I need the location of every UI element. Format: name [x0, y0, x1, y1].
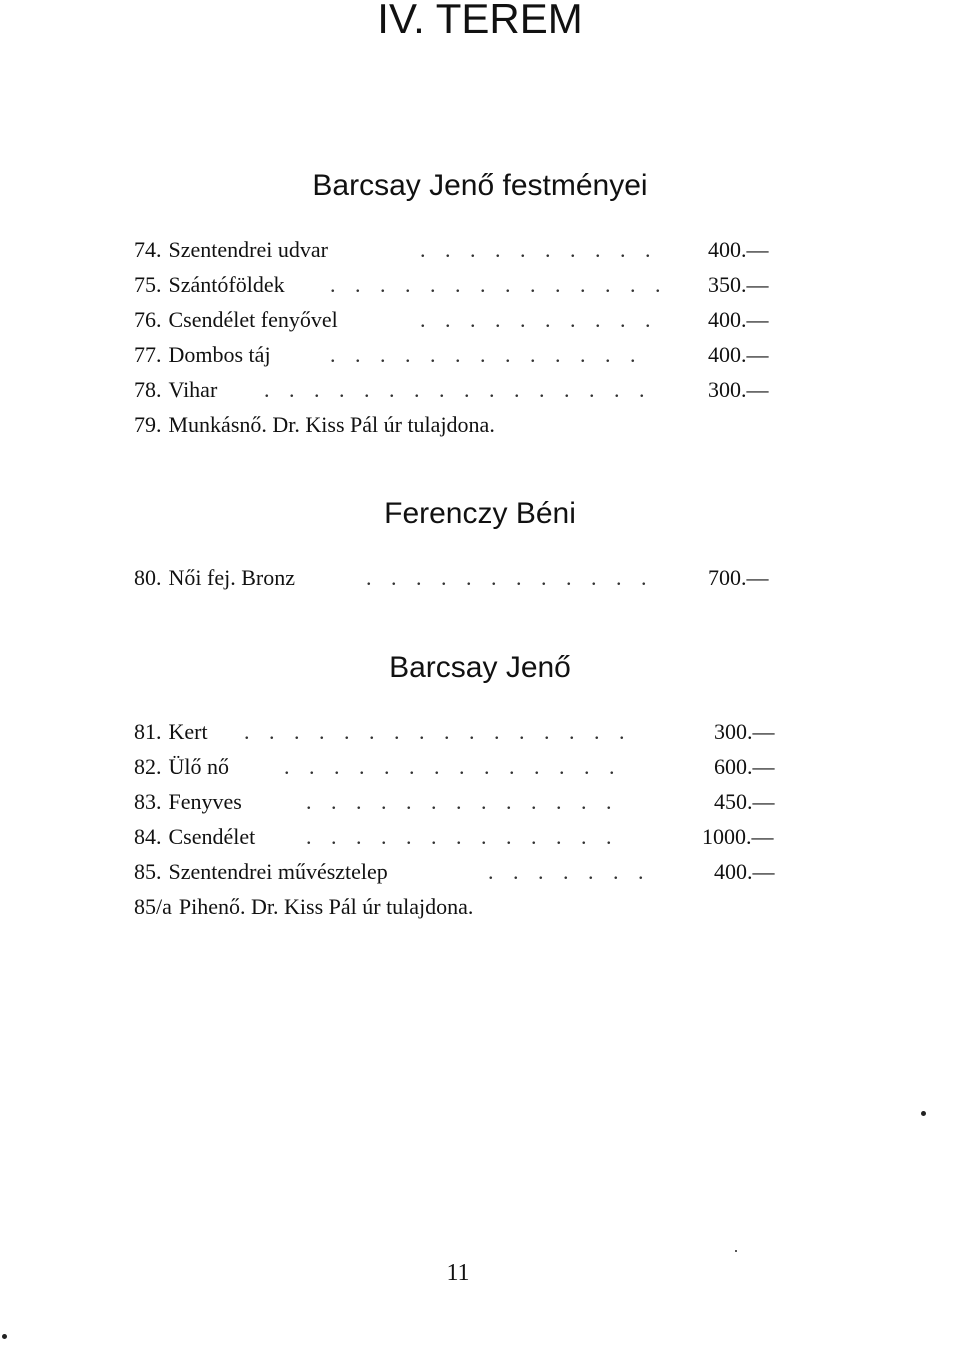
entry-price: 400.—	[714, 859, 775, 884]
entry-title: Dombos táj	[168, 342, 271, 367]
room-title: IV. TEREM	[377, 0, 583, 42]
catalog-entry	[134, 820, 774, 854]
entry-title: Vihar	[168, 377, 218, 402]
scan-speck	[921, 1111, 926, 1116]
catalog-entry	[134, 890, 473, 924]
catalog-entry	[134, 303, 769, 337]
leader-dots: . . . . . . .	[488, 859, 651, 884]
entry-title: Szentendrei udvar	[168, 237, 328, 262]
entry-price: 300.—	[714, 719, 775, 744]
entry-number: 84.	[134, 824, 162, 849]
leader-dots: . . . . . . . . . . . . .	[306, 789, 619, 814]
entry-title: Csendélet	[168, 824, 256, 849]
entry-title: Csendélet fenyővel	[168, 307, 338, 332]
entry-number: 82.	[134, 754, 162, 779]
scan-speck	[735, 1250, 737, 1252]
entry-number: 74.	[134, 237, 162, 262]
entry-number: 85/a	[134, 894, 172, 919]
entry-title: Pihenő. Dr. Kiss Pál úr tulajdona.	[178, 894, 474, 919]
entry-title: Kert	[168, 719, 208, 744]
entry-number: 81.	[134, 719, 162, 744]
scan-speck	[2, 1334, 7, 1339]
entry-title: Női fej. Bronz	[168, 565, 295, 590]
leader-dots: . . . . . . . . . .	[420, 307, 658, 332]
entry-number: 85.	[134, 859, 162, 884]
catalog-entry	[134, 373, 769, 407]
entry-title: Fenyves	[168, 789, 242, 814]
leader-dots: . . . . . . . . . . . .	[366, 565, 654, 590]
catalog-entry	[134, 338, 769, 372]
leader-dots: . . . . . . . . . . . . . .	[284, 754, 622, 779]
entry-number: 80.	[134, 565, 162, 590]
catalog-entry	[134, 561, 769, 595]
leader-dots: . . . . . . . . . . . . .	[306, 824, 619, 849]
section-heading-ferenczy: Ferenczy Béni	[384, 497, 576, 530]
leader-dots: . . . . . . . . . . . . . . . .	[264, 377, 652, 402]
leader-dots: . . . . . . . . . .	[420, 237, 658, 262]
catalog-entry	[134, 750, 775, 784]
entry-price: 400.—	[708, 342, 769, 367]
catalog-entry	[134, 408, 495, 442]
entry-price: 300.—	[708, 377, 769, 402]
catalog-entry	[134, 268, 769, 302]
catalog-entry	[134, 855, 775, 889]
entry-number: 77.	[134, 342, 162, 367]
page-number: 11	[446, 1260, 470, 1286]
entry-price: 400.—	[708, 307, 769, 332]
entry-price: 400.—	[708, 237, 769, 262]
entry-number: 75.	[134, 272, 162, 297]
entry-price: 600.—	[714, 754, 775, 779]
leader-dots: . . . . . . . . . . . . . . . .	[244, 719, 632, 744]
catalog-entry	[134, 785, 775, 819]
entry-price: 350.—	[708, 272, 769, 297]
entry-price: 450.—	[714, 789, 775, 814]
entry-title: Szentendrei művésztelep	[168, 859, 388, 884]
section-heading-barcsay-paintings: Barcsay Jenő festményei	[312, 169, 648, 202]
entry-number: 83.	[134, 789, 162, 814]
entry-title: Munkásnő. Dr. Kiss Pál úr tulajdona.	[168, 412, 495, 437]
entry-price: 1000.—	[702, 824, 774, 849]
section-heading-barcsay: Barcsay Jenő	[389, 651, 571, 684]
entry-number: 78.	[134, 377, 162, 402]
catalog-entry	[134, 233, 769, 267]
entry-title: Szántóföldek	[168, 272, 285, 297]
entry-price: 700.—	[708, 565, 769, 590]
catalog-entry	[134, 715, 775, 749]
leader-dots: . . . . . . . . . . . . .	[330, 342, 643, 367]
entry-title: Ülő nő	[168, 754, 229, 779]
entry-number: 79.	[134, 412, 162, 437]
leader-dots: . . . . . . . . . . . . . .	[330, 272, 668, 297]
entry-number: 76.	[134, 307, 162, 332]
